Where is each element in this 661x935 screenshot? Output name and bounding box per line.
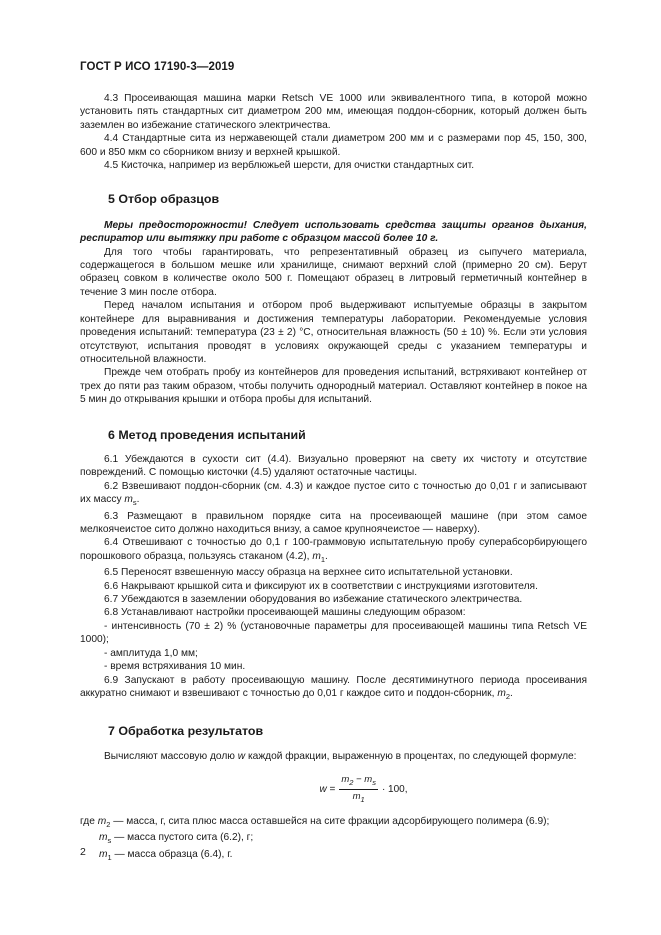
sampling-paragraph-3: Прежде чем отобрать пробу из контейнеров для проведения испытаний, встряхивают контейнер от трех до пяти раз таким образом, чтобы получить однородный материал. Оставляют контейнер в покое на 5 мин до открывания крышки и отбора пробы для испытаний.: [80, 367, 587, 406]
where-clause-m2: где $m_2$ — масса, г, сита плюс масса оставшейся на сите фракции адсорбирующего полимера (6.9);: [80, 815, 550, 829]
sampling-paragraph-1: Для того чтобы гарантировать, что репрезентативный образец из сыпучего материала, содержащегося в большом мешке или хранилище, снимают верхний слой (примерно 20 см). Берут образец совком в количестве около 500 г. Помещают образец в литровый герметичный контейнер в течение 3 мин после отбора.: [80, 246, 587, 298]
paragraph-6-7: 6.7 Убеждаются в заземлении оборудования во избежание статического электричества.: [104, 594, 523, 606]
where-clause-ms: $m_s$ — масса пустого сита (6.2), г;: [99, 832, 254, 846]
section-5-heading: 5 Отбор образцов: [108, 192, 220, 207]
standard-header: ГОСТ Р ИСО 17190-3—2019: [80, 61, 235, 73]
sampling-paragraph-2: Перед началом испытания и отбором проб выдерживают испытуемые образцы в закрытом контейнере для выравнивания и достижения температуры лаборатории. Рекомендуемые условия проведения испытаний: температура (23 ± 2) °С, относительная влажность (50 ± 10) %. Если эти условия отсутствуют, испытания проводят в условиях окружающей среды с указанием температуры и относительной влажности.: [80, 300, 587, 365]
paragraph-4-5: 4.5 Кисточка, например из верблюжьей шерсти, для очистки стандартных сит.: [104, 160, 475, 172]
settings-list-item: - амплитуда 1,0 мм;: [104, 647, 198, 659]
paragraph-6-4: 6.4 Отвешивают с точностью до 0,1 г 100-граммовую испытательную пробу суперабсорбирующего порошкового образца, пользуясь стаканом (4.2), $m_1$.: [80, 537, 587, 564]
section-7-heading: 7 Обработка результатов: [108, 724, 264, 739]
formula-intro: Вычисляют массовую долю w каждой фракции, выраженную в процентах, по следующей формуле:: [104, 750, 577, 762]
settings-list-item: - время встряхивания 10 мин.: [104, 661, 246, 673]
where-clause-m1: $m_1$ — масса образца (6.4), г.: [99, 848, 233, 862]
mass-fraction-formula: w = $\frac{m_2 - m_s}{m_1}$ · 100,: [140, 773, 587, 807]
paragraph-6-9: 6.9 Запускают в работу просеивающую машину. После десятиминутного периода просеивания аккуратно снимают и взвешивают с точностью до 0,01 г каждое сито и поддон-сборник, $m_2$.: [80, 674, 587, 701]
paragraph-6-5: 6.5 Переносят взвешенную массу образца на верхнее сито испытательной установки.: [104, 567, 513, 579]
paragraph-6-2: 6.2 Взвешивают поддон-сборник (см. 4.3) и каждое пустое сито с точностью до 0,01 г и записывают их массу $m_s$.: [80, 480, 587, 508]
paragraph-4-3: 4.3 Просеивающая машина марки Retsch VE 1000 или эквивалентного типа, в которой можно установить пять стандартных сит диаметром 200 мм, имеющая поддон-сборник, который должен быть заземлен во избежание статического электричества.: [80, 93, 587, 131]
paragraph-6-8: 6.8 Устанавливают настройки просеивающей машины следующим образом:: [104, 607, 466, 619]
paragraph-4-4: 4.4 Стандартные сита из нержавеющей стали диаметром 200 мм и с размерами пор 45, 150, 300, 600 и 850 мкм со сборником внизу и верхней крышкой.: [80, 133, 587, 158]
section-6-heading: 6 Метод проведения испытаний: [108, 427, 306, 442]
paragraph-6-3: 6.3 Размещают в правильном порядке сита на просеивающей машине (при этом самое мелкоячеистое сито должно находиться внизу, а самое крупноячеистое — наверху).: [80, 510, 587, 535]
settings-list-item: - интенсивность (70 ± 2) % (установочные параметры для просеивающей машины типа Retsch VE 1000);: [80, 620, 587, 646]
page-number: 2: [80, 846, 86, 858]
safety-warning: Меры предосторожности! Следует использовать средства защиты органов дыхания, респиратор или вытяжку при работе с образцом массой более 10 г.: [80, 219, 587, 245]
document-body: [80, 92, 587, 864]
formula-fraction: $\frac{m_2 - m_s}{m_1}$: [341, 774, 376, 805]
paragraph-6-6: 6.6 Накрывают крышкой сита и фиксируют их в соответствии с инструкциями изготовителя.: [104, 580, 538, 592]
paragraph-6-1: 6.1 Убеждаются в сухости сит (4.4). Визуально проверяют на свету их чистоту и отсутствие повреждений. С помощью кисточки (4.5) удаляют остаточные частицы.: [80, 453, 587, 479]
